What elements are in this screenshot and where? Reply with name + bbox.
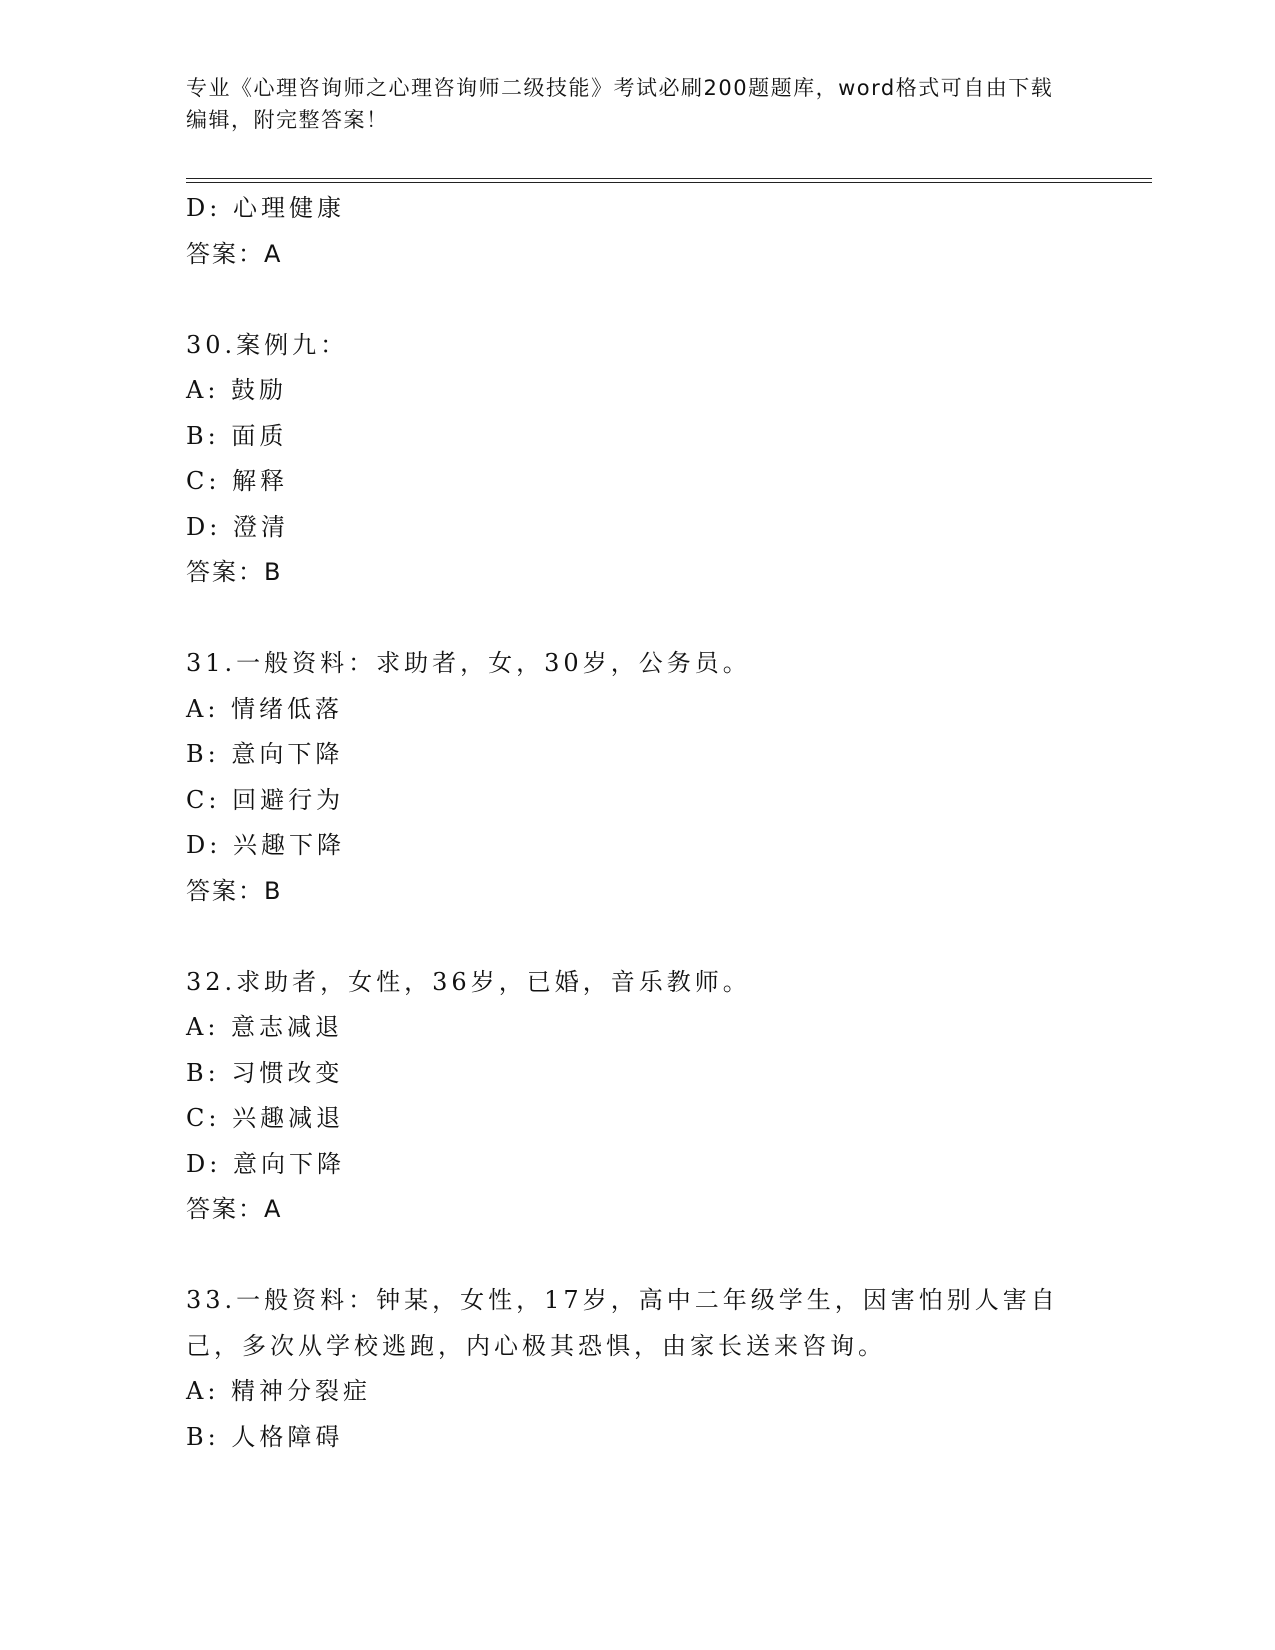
option-a: A: 精神分裂症 (186, 1377, 372, 1405)
spacer (186, 914, 1086, 960)
question-32 (186, 960, 1086, 1233)
previous-question-tail (186, 186, 1086, 277)
question-30 (186, 323, 1086, 596)
option-c: C: 兴趣减退 (186, 1104, 345, 1132)
answer-line: 答案：A (186, 239, 283, 268)
question-31 (186, 641, 1086, 914)
option-d: D: 意向下降 (186, 1149, 345, 1178)
question-stem: 30.案例九： (186, 330, 349, 359)
question-stem: 32.求助者，女性，36岁，已婚，音乐教师。 (186, 967, 751, 996)
option-b: B: 习惯改变 (186, 1058, 344, 1087)
header-rule-bottom (186, 182, 1152, 183)
spacer (186, 596, 1086, 642)
option-d: D: 兴趣下降 (186, 831, 345, 859)
option-a: A: 情绪低落 (186, 694, 344, 723)
option-d: D: 心理健康 (186, 194, 345, 222)
answer-line: 答案：B (186, 558, 283, 586)
question-stem: 31.一般资料：求助者，女，30岁，公务员。 (186, 649, 751, 677)
option-b: B: 面质 (186, 421, 288, 450)
option-b: B: 人格障碍 (186, 1422, 344, 1451)
option-d: D: 澄清 (186, 512, 289, 541)
spacer (186, 1233, 1086, 1279)
spacer (186, 277, 1086, 323)
option-a: A: 鼓励 (186, 376, 288, 404)
option-a: A: 意志减退 (186, 1013, 344, 1041)
question-list (186, 186, 1086, 1460)
option-c: C: 回避行为 (186, 785, 345, 814)
page-header: 专业《心理咨询师之心理咨询师二级技能》考试必刷200题题库，word格式可自由下载编辑，附完整答案！ (186, 76, 1054, 132)
answer-line: 答案：B (186, 876, 283, 905)
answer-line: 答案：A (186, 1195, 283, 1223)
header-rule-top (186, 178, 1152, 179)
question-33 (186, 1278, 1086, 1460)
option-c: C: 解释 (186, 467, 289, 495)
question-stem: 33.一般资料：钟某，女性，17岁，高中二年级学生，因害怕别人害自己，多次从学校逃跑，内心极其恐惧，由家长送来咨询。 (186, 1286, 1059, 1360)
option-b: B: 意向下降 (186, 740, 344, 768)
